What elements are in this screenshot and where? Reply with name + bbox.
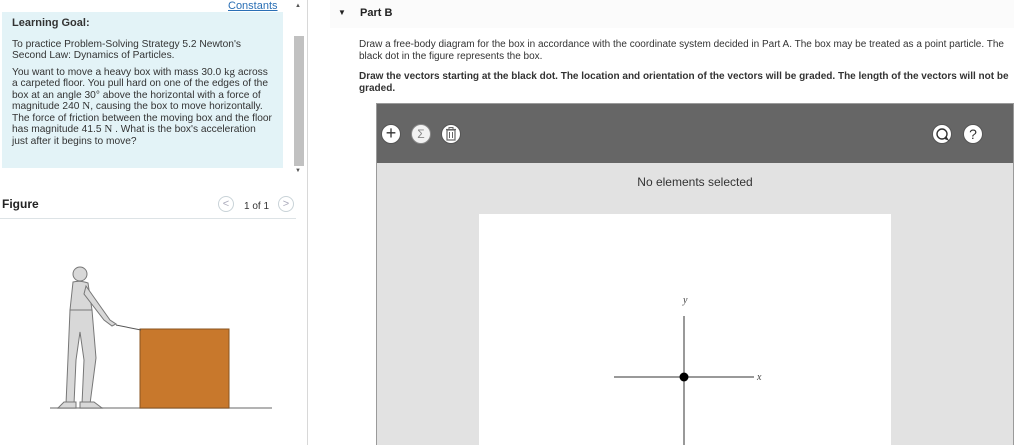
question-icon: ? xyxy=(969,126,977,142)
learning-goal-box xyxy=(2,12,283,168)
friction-value: 41.5 xyxy=(81,124,102,135)
sum-button[interactable] xyxy=(411,124,431,144)
problem-text-2: across a carpeted floor. You pull hard on one of the edges of the box at an angle 30° above the horizontal with a force of magnitude xyxy=(12,66,269,112)
scroll-up-icon[interactable]: ▲ xyxy=(295,3,301,9)
mass-value: 30.0 xyxy=(201,66,222,78)
scroll-down-icon[interactable]: ▼ xyxy=(295,168,301,174)
constants-link[interactable]: Constants xyxy=(228,0,278,12)
box-icon xyxy=(140,329,229,408)
drawing-canvas[interactable] xyxy=(479,214,891,445)
x-axis-label: x xyxy=(757,372,762,383)
reset-button[interactable] xyxy=(932,124,952,144)
instruction-text: Draw a free-body diagram for the box in accordance with the coordinate system decided in Part A. The box may be treated as a point particle. The black dot in the figure represents the box. xyxy=(359,39,1004,62)
learning-goal-title: Learning Goal: xyxy=(12,17,90,29)
plus-icon: + xyxy=(385,123,397,143)
figure-image xyxy=(40,262,280,412)
problem-text-4: . What is the box's acceleration just after it begins to move? xyxy=(12,124,256,147)
vector-drawing-tool xyxy=(376,103,1014,445)
learning-goal-text: To practice Problem-Solving Strategy 5.2 Newton's Second Law: Dynamics of Particles. xyxy=(12,38,242,61)
trash-icon xyxy=(442,125,460,143)
force-value: 240 xyxy=(62,101,80,112)
figure-prev-button[interactable]: < xyxy=(218,196,234,212)
problem-text-1: You want to move a heavy box with mass xyxy=(12,66,202,78)
force-unit: N xyxy=(82,100,91,112)
collapse-caret-icon[interactable]: ▼ xyxy=(338,8,346,17)
problem-statement xyxy=(12,67,273,148)
figure-next-button[interactable]: > xyxy=(278,196,294,212)
figure-header xyxy=(0,195,296,219)
box-point-dot xyxy=(680,373,689,382)
problem-panel xyxy=(0,0,290,445)
tool-toolbar xyxy=(377,104,1013,163)
problem-text-3: , causing the box to move horizontally. The force of friction between the moving box and the floor has magnitude xyxy=(12,101,272,135)
person-icon xyxy=(58,267,116,408)
delete-button[interactable] xyxy=(441,124,461,144)
scroll-thumb[interactable] xyxy=(294,36,304,166)
figure-title: Figure xyxy=(2,197,39,211)
panel-divider xyxy=(307,0,308,445)
reset-icon xyxy=(933,125,951,143)
coordinate-axes xyxy=(479,214,891,445)
part-title: Part B xyxy=(360,7,393,19)
instruction-bold-text: Draw the vectors starting at the black dot. The location and orientation of the vectors will be graded. The length of the vectors will not be graded. xyxy=(359,71,1009,94)
mass-unit: kg xyxy=(224,65,235,78)
friction-unit: N xyxy=(104,123,113,135)
sigma-icon: Σ xyxy=(417,127,425,141)
y-axis-label: y xyxy=(683,295,688,306)
help-button[interactable] xyxy=(963,124,983,144)
part-header[interactable] xyxy=(330,0,1014,28)
figure-count: 1 of 1 xyxy=(244,201,270,212)
rope-line xyxy=(116,325,141,330)
panel-scrollbar[interactable] xyxy=(292,0,306,180)
selection-status: No elements selected xyxy=(637,175,753,189)
add-vector-button[interactable] xyxy=(381,124,401,144)
